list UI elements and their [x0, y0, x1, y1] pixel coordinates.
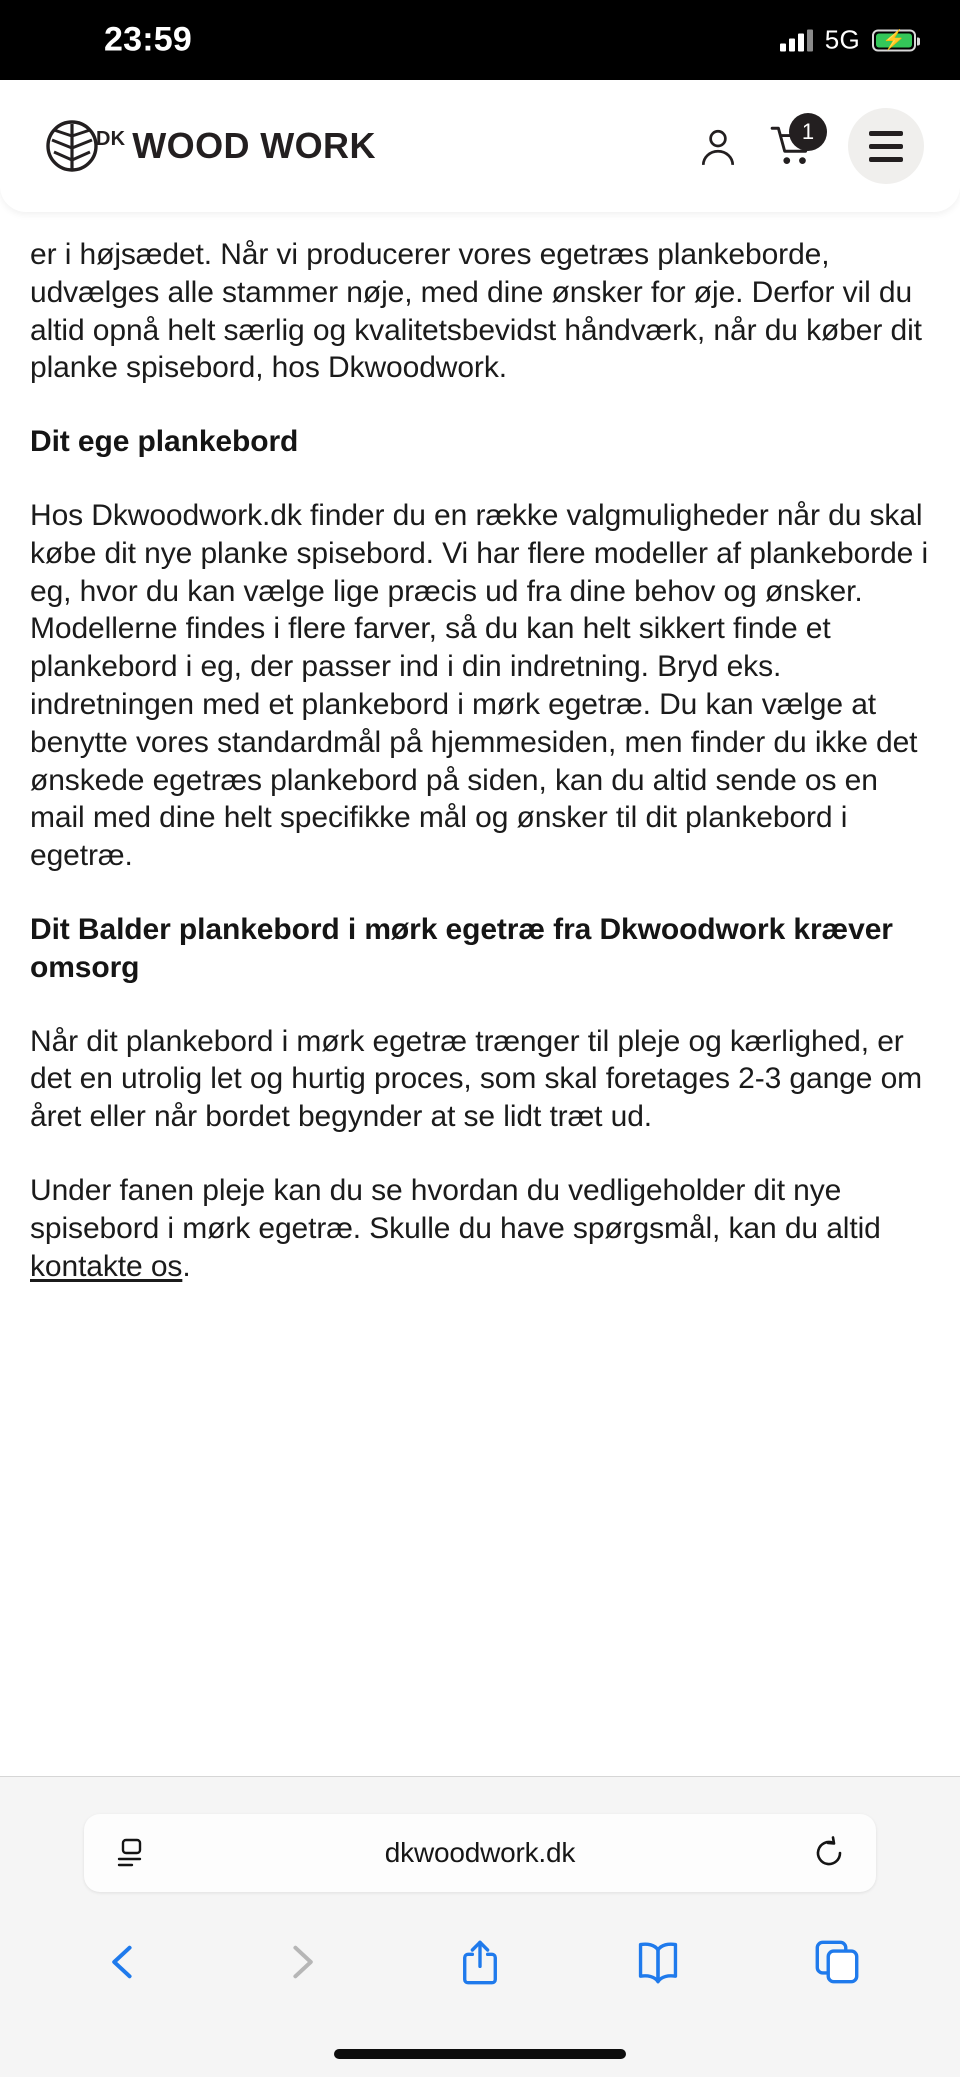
- browser-toolbar: [0, 1917, 960, 2007]
- leaf-logo-icon: [46, 120, 98, 172]
- browser-chrome: [0, 1776, 960, 2077]
- hamburger-menu-icon[interactable]: [848, 108, 924, 184]
- status-bar-indicators: [780, 25, 916, 56]
- paragraph-3: Når dit plankebord i mørk egetræ trænger til pleje og kærlighed, er det en utrolig let og hurtig proces, som skal foretages 2-3 gange om året eller når bordet begynder at se lidt træt ud.: [30, 1024, 923, 1134]
- url-text[interactable]: dkwoodwork.dk: [384, 1837, 576, 1868]
- site-logo[interactable]: [46, 120, 376, 172]
- address-bar[interactable]: [84, 1814, 876, 1892]
- brand-name: WOOD WORK: [132, 125, 376, 166]
- status-bar: [0, 0, 960, 80]
- account-person-icon[interactable]: [692, 120, 744, 172]
- paragraph-2: Hos Dkwoodwork.dk finder du en række valgmuligheder når du skal købe dit nye planke spisebord. Vi har flere modeller af plankeborde i eg, hvor du kan vælge lige præcis ud fra dine behov og ønsker. Modellerne findes i flere farver, så du kan helt sikkert finde et plankebord i eg, der passer ind i din indretning. Bryd eks. indretningen med et plankebord i mørk egetræ. Du kan vælge at benytte vores standardmål på hjemmesiden, men finder du ikke det ønskede egetræs plankebord på siden, kan du altid sende os en mail med dine helt specifikke mål og ønsker til dit plankebord i egetræ.: [30, 498, 929, 873]
- web-page-viewport[interactable]: [0, 80, 960, 1776]
- page-settings-aa-icon[interactable]: [114, 1836, 148, 1870]
- paragraph-4-text-after: .: [182, 1249, 191, 1283]
- kontakte-os-link[interactable]: kontakte os: [30, 1249, 183, 1283]
- site-header: [0, 80, 960, 212]
- chevron-forward-icon: [263, 1923, 341, 2001]
- network-type-label: 5G: [824, 24, 860, 55]
- share-icon[interactable]: [441, 1923, 519, 2001]
- status-bar-time: 23:59: [104, 20, 192, 59]
- paragraph-4: [30, 1172, 930, 1285]
- article-content: [0, 212, 960, 1285]
- bookmarks-book-icon[interactable]: [619, 1923, 697, 2001]
- heading-dit-balder-plankebord: Dit Balder plankebord i mørk egetræ fra Dkwoodwork kræver omsorg: [30, 912, 893, 984]
- chevron-back-icon[interactable]: [84, 1923, 162, 2001]
- reload-icon[interactable]: [812, 1836, 846, 1870]
- tabs-icon[interactable]: [798, 1923, 876, 2001]
- logo-superscript: DK: [96, 127, 126, 150]
- header-actions: [692, 108, 924, 184]
- paragraph-4-text-before: Under fanen pleje kan du se hvordan du vedligeholder dit nye spisebord i mørk egetræ. Skulle du have spørgsmål, kan du altid: [30, 1173, 881, 1245]
- cellular-signal-icon: [780, 29, 813, 51]
- shopping-cart-icon[interactable]: [766, 120, 818, 172]
- home-indicator: [334, 2049, 626, 2059]
- battery-charging-icon: ⚡: [872, 29, 916, 51]
- paragraph-1: er i højsædet. Når vi producerer vores egetræs plankeborde, udvælges alle stammer nøje, med dine ønsker for øje. Derfor vil du altid opnå helt særlig og kvalitetsbevidst håndværk, når du køber dit planke spisebord, hos Dkwoodwork.: [30, 238, 922, 385]
- heading-dit-ege-plankebord: Dit ege plankebord: [30, 425, 299, 459]
- cart-count-badge: 1: [789, 113, 827, 151]
